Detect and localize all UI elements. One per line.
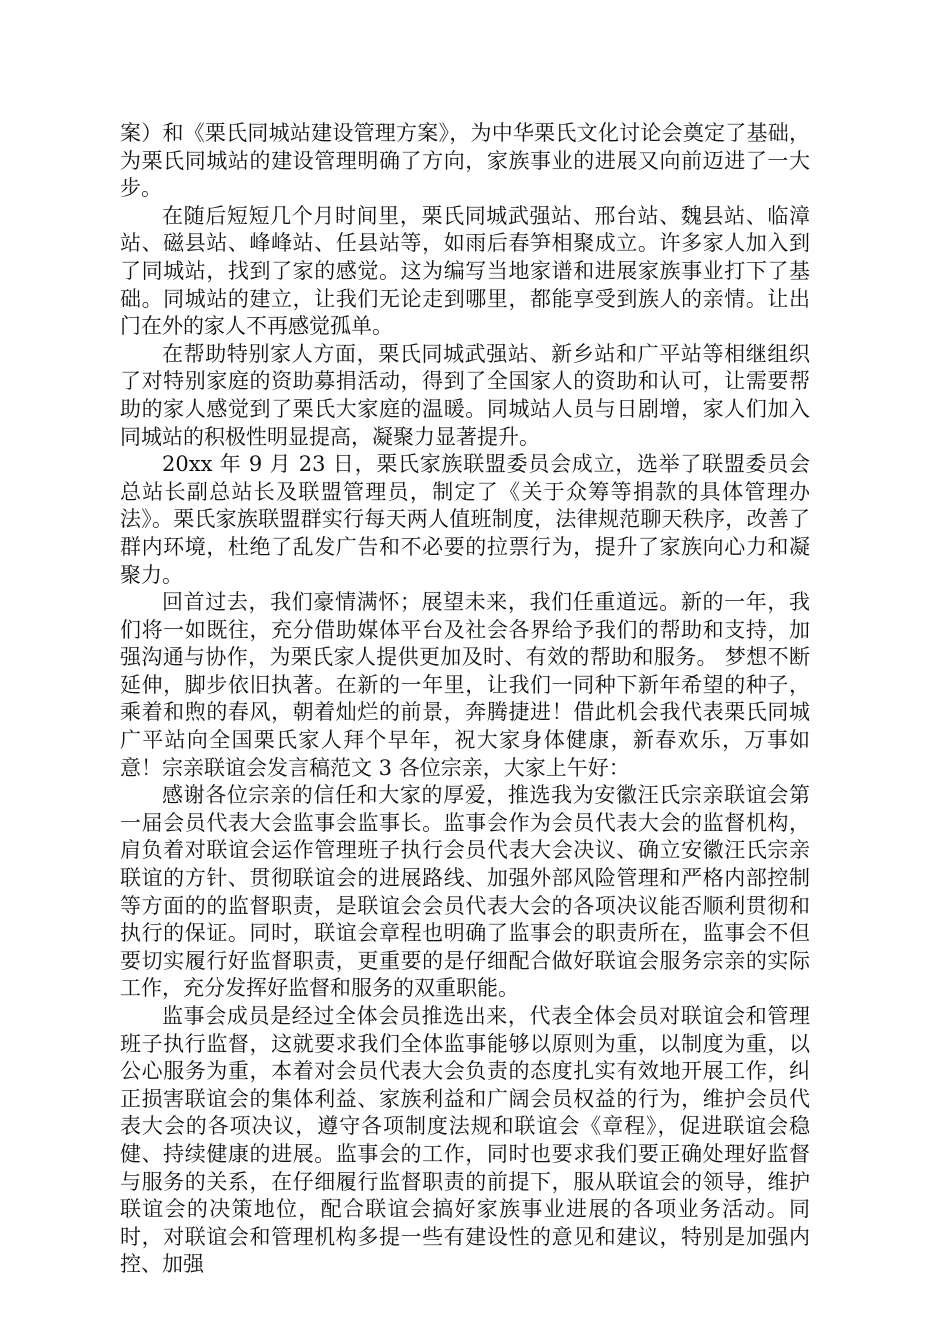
- paragraph-7: 监事会成员是经过全体会员推选出来，代表全体会员对联谊会和管理班子执行监督，这就要求我们全体监事能够以原则为重，以制度为重，以公心服务为重，本着对会员代表大会负责的态度扎实有效地开展工作，纠正损害联谊会的集体利益、家族利益和广阔会员权益的行为，维护会员代表大会的各项决议，遵守各项制度法规和联谊会《章程》，促进联谊会稳健、持续健康的进展。监事会的工作，同时也要求我们要正确处理好监督与服务的关系，在仔细履行监督职责的前提下，服从联谊会的领导，维护联谊会的决策地位，配合联谊会搞好家族事业进展的各项业务活动。同时，对联谊会和管理机构多提一些有建设性的意见和建议，特别是加强内控、加强: [120, 1004, 810, 1277]
- paragraph-2: 在随后短短几个月时间里，栗氏同城武强站、邢台站、魏县站、临漳站、磁县站、峰峰站、任县站等，如雨后春笋相聚成立。许多家人加入到了同城站，找到了家的感觉。这为编写当地家谱和进展家族事业打下了基础。同城站的建立，让我们无论走到哪里，都能享受到族人的亲情。让出门在外的家人不再感觉孤单。: [120, 203, 810, 339]
- paragraph-1: 案）和《栗氏同城站建设管理方案》，为中华栗氏文化讨论会奠定了基础，为栗氏同城站的建设管理明确了方向，家族事业的进展又向前迈进了一大步。: [120, 121, 810, 201]
- paragraph-6: 感谢各位宗亲的信任和大家的厚爱，推选我为安徽汪氏宗亲联谊会第一届会员代表大会监事会监事长。监事会作为会员代表大会的监督机构，肩负着对联谊会运作管理班子执行会员代表大会决议、确立安徽汪氏宗亲联谊的方针、贯彻联谊会的进展路线、加强外部风险管理和严格内部控制等方面的的监督职责，是联谊会会员代表大会的各项决议能否顺利贯彻和执行的保证。同时，联谊会章程也明确了监事会的职责所在，监事会不但要切实履行好监督职责，更重要的是仔细配合做好联谊会服务宗亲的实际工作，充分发挥好监督和服务的双重职能。: [120, 783, 810, 1001]
- paragraph-4: 20xx 年 9 月 23 日，栗氏家族联盟委员会成立，选举了联盟委员会总站长副总站长及联盟管理员，制定了《关于众筹等捐款的具体管理办法》。栗氏家族联盟群实行每天两人值班制度，法律规范聊天秩序，改善了群内环境，杜绝了乱发广告和不必要的拉票行为，提升了家族向心力和凝聚力。: [120, 452, 810, 587]
- paragraph-5: 回首过去，我们豪情满怀；展望未来，我们任重道远。新的一年，我们将一如既往，充分借助媒体平台及社会各界给予我们的帮助和支持，加强沟通与协作，为栗氏家人提供更加及时、有效的帮助和服务。 梦想不断延伸，脚步依旧执著。在新的一年里，让我们一同种下新年希望的种子，乘着和煦的春风，朝着灿烂的前景，奔腾捷进！借此机会我代表栗氏同城广平站向全国栗氏家人拜个早年，祝大家身体健康，新春欢乐，万事如意！宗亲联谊会发言稿范文 3 各位宗亲，大家上午好：: [120, 590, 810, 780]
- paragraph-3: 在帮助特别家人方面，栗氏同城武强站、新乡站和广平站等相继组织了对特别家庭的资助募捐活动，得到了全国家人的资助和认可，让需要帮助的家人感觉到了栗氏大家庭的温暖。同城站人员与日剧增，家人们加入同城站的积极性明显提高，凝聚力显著提升。: [120, 341, 810, 449]
- document-page: [120, 120, 810, 1279]
